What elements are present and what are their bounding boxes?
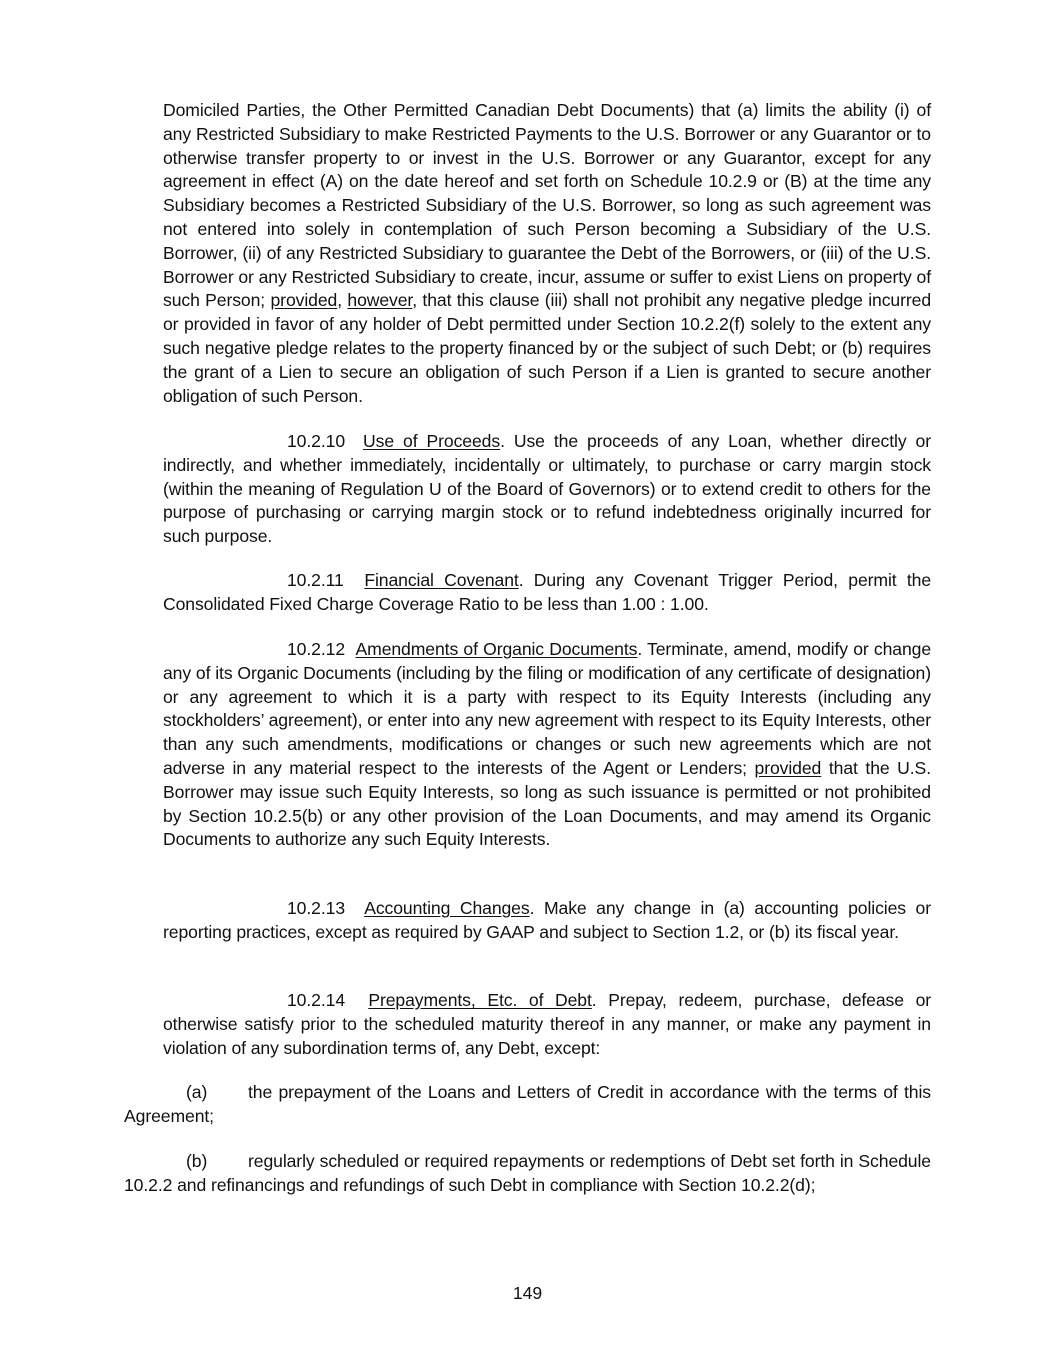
continuation-paragraph [163, 99, 931, 408]
comma-separator: , [337, 290, 348, 311]
section-body: . Terminate, amend, modify or change any of its Organic Documents (including by the filing or modification of any certificate of designation) or any agreement to which it is a party with respect to its Equity Interests (including any stockholders’ agreement), or enter into any new agreement with respect to its Equity Interests, other than any such amendments, modifications or changes or such new agreements which are not adverse in any material respect to the interests of the Agent or Lenders; [163, 639, 932, 778]
provided-term: provided [270, 290, 338, 311]
list-item-b [124, 1150, 931, 1198]
section-10-2-14 [163, 989, 931, 1060]
continuation-text-part1: Domiciled Parties, the Other Permitted Canadian Debt Documents) that (a) limits the ability (i) of any Restricted Subsidiary to make Restricted Payments to the U.S. Borrower or any Guarantor or to otherwise transfer property to or invest in the U.S. Borrower or any Guarantor, except for any agreement in effect (A) on the date hereof and set forth on Schedule 10.2.9 or (B) at the time any Subsidiary becomes a Restricted Subsidiary of the U.S. Borrower, so long as such agreement was not entered into solely in contemplation of such Person becoming a Subsidiary of the U.S. Borrower, (ii) of any Restricted Subsidiary to guarantee the Debt of the Borrowers, or (iii) of the U.S. Borrower or any Restricted Subsidiary to create, incur, assume or suffer to exist Liens on property of such Person; [163, 100, 931, 311]
provided-term: provided [754, 757, 822, 778]
section-number: 10.2.10 [287, 431, 346, 451]
however-term: however [347, 290, 413, 311]
section-body-continued: that the U.S. Borrower may issue such Equity Interests, so long as such issuance is permitted or not prohibited by Section 10.2.5(b) or any other provision of the Loan Documents, and may amend its Organic Documents to authorize any such Equity Interests. [163, 757, 931, 850]
list-marker: (b) [186, 1151, 208, 1171]
section-body: . During any Covenant Trigger Period, permit the Consolidated Fixed Charge Coverage Ratio to be less than 1.00 : 1.00. [163, 570, 932, 614]
page-number: 149 [512, 1283, 543, 1303]
section-body: . Make any change in (a) accounting policies or reporting practices, except as required by GAAP and subject to Section 1.2, or (b) its fiscal year. [163, 898, 931, 942]
list-item-text: regularly scheduled or required repayments or redemptions of Debt set forth in Schedule 10.2.2 and refinancings and refundings of such Debt in compliance with Section 10.2.2(d); [124, 1151, 931, 1195]
section-10-2-10 [163, 430, 931, 549]
section-10-2-13 [163, 897, 931, 945]
section-heading: Financial Covenant [364, 570, 519, 590]
list-item-a [124, 1081, 931, 1129]
section-heading: Use of Proceeds [363, 431, 501, 451]
list-marker: (a) [186, 1082, 208, 1102]
section-heading: Accounting Changes [364, 898, 530, 918]
section-number: 10.2.14 [287, 990, 346, 1010]
continuation-text-part2: , that this clause (iii) shall not prohibit any negative pledge incurred or provided in favor of any holder of Debt permitted under Section 10.2.2(f) solely to the extent any such negative pledge relates to the property financed by or the subject of such Debt; or (b) requires the grant of a Lien to secure an obligation of such Person if a Lien is granted to secure another obligation of such Person. [163, 290, 932, 406]
section-number: 10.2.13 [287, 898, 346, 918]
section-number: 10.2.12 [287, 639, 346, 659]
list-item-text: the prepayment of the Loans and Letters of Credit in accordance with the terms of this Agreement; [124, 1082, 931, 1126]
section-body: . Use the proceeds of any Loan, whether directly or indirectly, and whether immediately, incidentally or ultimately, to purchase or carry margin stock (within the meaning of Regulation U of the Board of Governors) or to extend credit to others for the purpose of purchasing or carrying margin stock or to refund indebtedness originally incurred for such purpose. [163, 431, 931, 547]
section-body: . Prepay, redeem, purchase, defease or otherwise satisfy prior to the scheduled maturity thereof in any manner, or make any payment in violation of any subordination terms of, any Debt, except: [163, 990, 932, 1058]
section-heading: Prepayments, Etc. of Debt [368, 990, 592, 1010]
section-10-2-11 [163, 569, 931, 617]
section-heading: Amendments of Organic Documents [355, 639, 638, 659]
section-10-2-12 [163, 638, 931, 852]
section-number: 10.2.11 [287, 570, 344, 590]
